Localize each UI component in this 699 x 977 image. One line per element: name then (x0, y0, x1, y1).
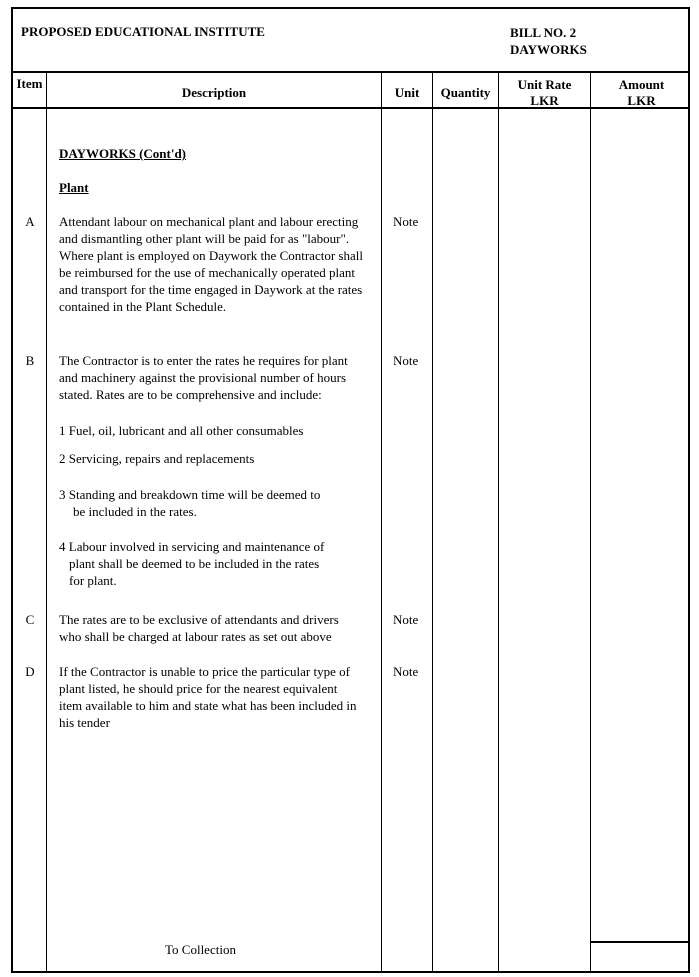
bill-number: BILL NO. 2 (510, 25, 577, 40)
unit-column-header: Unit (394, 85, 420, 100)
description-line: If the Contractor is unable to price the particular type of (59, 664, 350, 679)
to-collection-label: To Collection (165, 942, 236, 957)
description-line: Where plant is employed on Daywork the Contractor shall (59, 248, 363, 263)
amount-column-header (591, 77, 692, 109)
item-b-subitem-3 (59, 486, 320, 520)
description-line: and transport for the time engaged in Daywork at the rates (59, 282, 363, 297)
description-line: and machinery against the provisional number of hours (59, 370, 347, 385)
item-a-description (59, 213, 382, 315)
item-d-description (59, 663, 382, 731)
item-letter-c: C (25, 612, 35, 627)
subitem-line: for plant. (69, 573, 117, 588)
bill-name: DAYWORKS (510, 42, 587, 57)
quantity-column-header: Quantity (440, 85, 491, 100)
quantity-column-divider (498, 71, 499, 971)
amount-total-rule (591, 941, 688, 943)
item-b-unit: Note (393, 353, 419, 368)
description-line: and dismantling other plant will be paid for as "labour". (59, 231, 350, 246)
item-b-subitem-4 (59, 538, 324, 589)
unit-rate-column-header (499, 77, 590, 109)
item-d-unit: Note (393, 664, 419, 679)
description-line: who shall be charged at labour rates as set out above (59, 629, 332, 644)
item-a-unit: Note (393, 214, 419, 229)
subitem-line: 4 Labour involved in servicing and maintenance of (59, 539, 325, 554)
description-line: The rates are to be exclusive of attendants and drivers (59, 612, 339, 627)
item-b-subitem-2 (59, 450, 254, 467)
description-line: The Contractor is to enter the rates he requires for plant (59, 353, 348, 368)
unit-rate-currency: LKR (530, 93, 559, 108)
description-column-header: Description (181, 85, 247, 100)
description-column-divider (381, 71, 382, 971)
description-line: plant listed, he should price for the nearest equivalent (59, 681, 338, 696)
description-line: stated. Rates are to be comprehensive and include: (59, 387, 322, 402)
amount-label: Amount (618, 77, 665, 92)
item-letter-d: D (25, 664, 35, 679)
description-line: his tender (59, 715, 110, 730)
item-c-description (59, 611, 382, 645)
item-b-description (59, 352, 382, 403)
description-line: be reimbursed for the use of mechanically operated plant (59, 265, 355, 280)
item-letter-b: B (25, 353, 35, 368)
item-letter-a: A (25, 214, 35, 229)
unit-rate-label: Unit Rate (517, 77, 572, 92)
rate-column-divider (590, 71, 591, 971)
item-column-header: Item (16, 76, 43, 91)
section-subheading: Plant (59, 180, 89, 195)
description-line: Attendant labour on mechanical plant and labour erecting (59, 214, 359, 229)
description-line: contained in the Plant Schedule. (59, 299, 227, 314)
subitem-line: be included in the rates. (73, 504, 197, 519)
subitem-line: 1 Fuel, oil, lubricant and all other consumables (59, 423, 304, 438)
unit-column-divider (432, 71, 433, 971)
section-heading: DAYWORKS (Cont'd) (59, 146, 187, 161)
header-divider (13, 71, 688, 73)
amount-currency: LKR (627, 93, 656, 108)
subitem-line: 2 Servicing, repairs and replacements (59, 451, 255, 466)
item-b-subitem-1 (59, 422, 303, 439)
item-column-divider (46, 71, 47, 971)
description-line: item available to him and state what has been included in (59, 698, 357, 713)
subitem-line: plant shall be deemed to be included in the rates (69, 556, 320, 571)
item-c-unit: Note (393, 612, 419, 627)
project-title: PROPOSED EDUCATIONAL INSTITUTE (21, 24, 265, 39)
subitem-line: 3 Standing and breakdown time will be deemed to (59, 487, 321, 502)
bill-page (11, 7, 690, 973)
bill-identifier (510, 24, 587, 58)
